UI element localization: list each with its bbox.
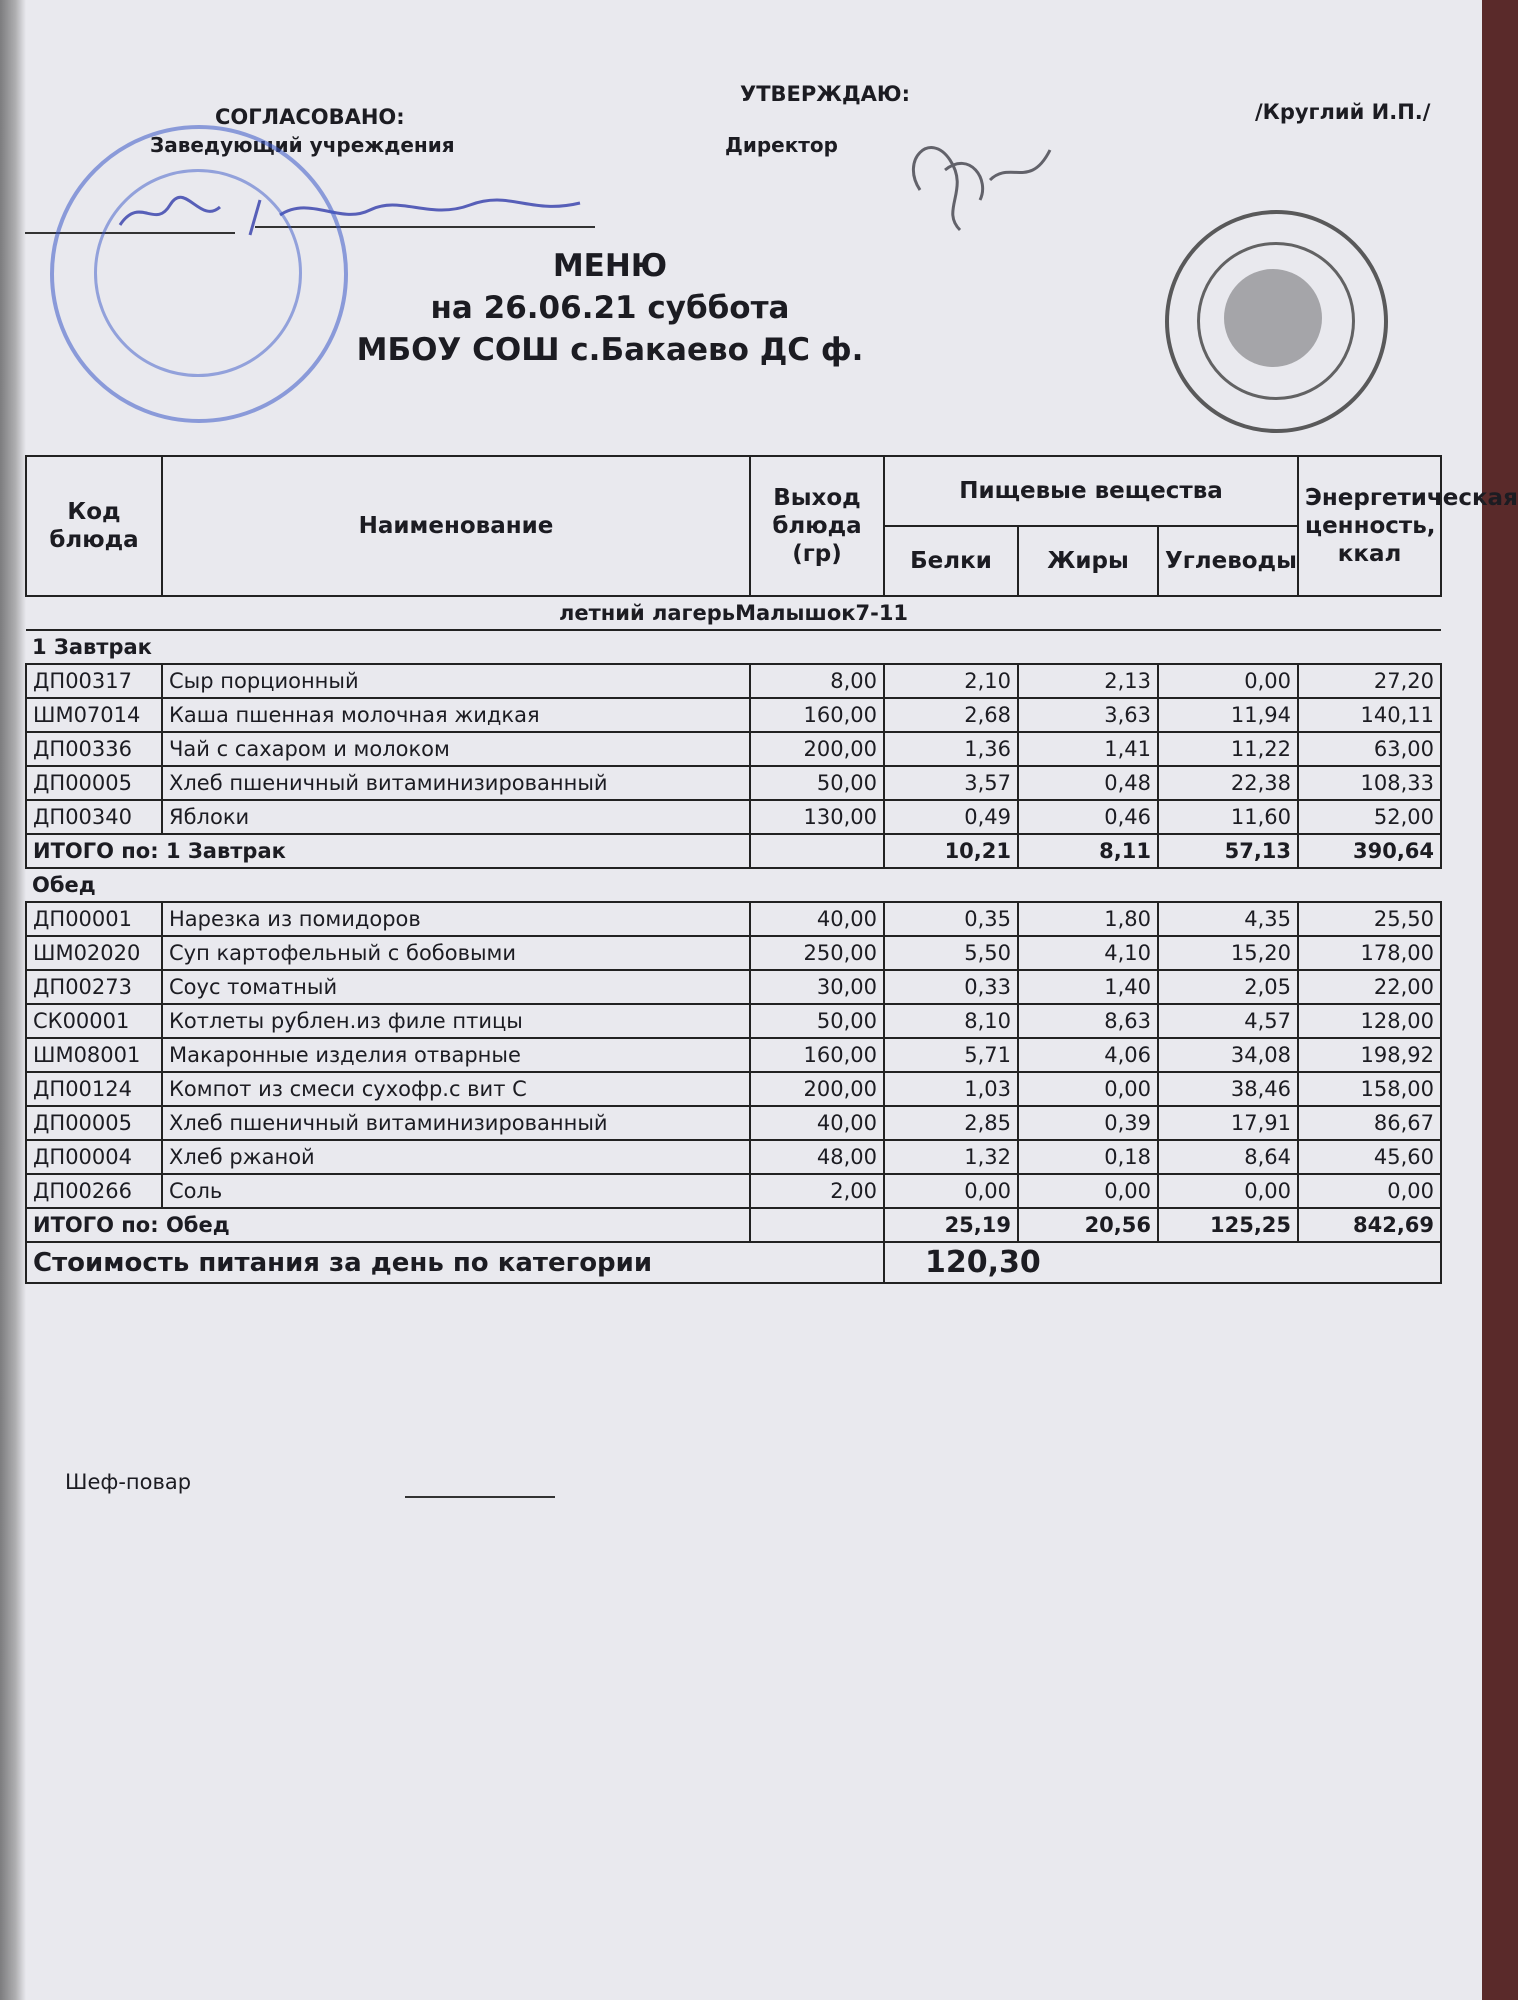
title-line-2: на 26.06.21 суббота — [430, 290, 790, 326]
cell-protein: 0,00 — [884, 1174, 1018, 1208]
header-protein: Белки — [884, 526, 1018, 596]
cell-code: ШМ02020 — [26, 936, 162, 970]
cell-name: Яблоки — [162, 800, 750, 834]
camp-label: летний лагерьМалышок7-11 — [26, 596, 1441, 630]
cell-output: 50,00 — [750, 1004, 884, 1038]
table-row — [26, 1174, 1441, 1208]
cell-code: ДП00266 — [26, 1174, 162, 1208]
cell-energy: 108,33 — [1298, 766, 1441, 800]
header-carbs: Углеводы — [1158, 526, 1298, 596]
header-nutrients: Пищевые вещества — [884, 456, 1298, 526]
cell-energy: 158,00 — [1298, 1072, 1441, 1106]
cell-output: 160,00 — [750, 1038, 884, 1072]
cell-code: ДП00001 — [26, 902, 162, 936]
cell-fat: 0,39 — [1018, 1106, 1158, 1140]
cell-energy: 86,67 — [1298, 1106, 1441, 1140]
chef-signature-line — [405, 1496, 555, 1498]
document-title — [330, 245, 890, 371]
cell-name: Суп картофельный с бобовыми — [162, 936, 750, 970]
total-energy: 390,64 — [1298, 834, 1441, 868]
cell-carbs: 0,00 — [1158, 1174, 1298, 1208]
cell-output: 40,00 — [750, 902, 884, 936]
cell-fat: 0,48 — [1018, 766, 1158, 800]
cell-name: Котлеты рублен.из филе птицы — [162, 1004, 750, 1038]
cell-protein: 1,32 — [884, 1140, 1018, 1174]
cell-output: 130,00 — [750, 800, 884, 834]
agreed-position: Заведующий учреждения — [150, 133, 455, 157]
cell-name: Сыр порционный — [162, 664, 750, 698]
cell-carbs: 22,38 — [1158, 766, 1298, 800]
cell-output: 8,00 — [750, 664, 884, 698]
total-row — [26, 1208, 1441, 1242]
cell-energy: 27,20 — [1298, 664, 1441, 698]
cell-protein: 1,36 — [884, 732, 1018, 766]
cell-name: Соль — [162, 1174, 750, 1208]
section-row — [26, 630, 1441, 664]
cell-output: 2,00 — [750, 1174, 884, 1208]
cell-protein: 0,49 — [884, 800, 1018, 834]
cell-fat: 0,00 — [1018, 1072, 1158, 1106]
cell-carbs: 11,60 — [1158, 800, 1298, 834]
cell-output: 30,00 — [750, 970, 884, 1004]
cell-name: Соус томатный — [162, 970, 750, 1004]
total-output-empty — [750, 1208, 884, 1242]
approve-position: Директор — [725, 133, 838, 157]
title-line-1: МЕНЮ — [552, 248, 668, 284]
cell-fat: 4,06 — [1018, 1038, 1158, 1072]
table-row — [26, 698, 1441, 732]
cell-code: ШМ08001 — [26, 1038, 162, 1072]
cell-protein: 5,71 — [884, 1038, 1018, 1072]
cell-output: 40,00 — [750, 1106, 884, 1140]
section-row — [26, 868, 1441, 902]
total-carbs: 125,25 — [1158, 1208, 1298, 1242]
cell-carbs: 8,64 — [1158, 1140, 1298, 1174]
menu-table — [25, 455, 1518, 1284]
section-title: 1 Завтрак — [26, 630, 1441, 664]
section-title: Обед — [26, 868, 1441, 902]
cost-label: Стоимость питания за день по категории — [26, 1242, 884, 1283]
header-fat: Жиры — [1018, 526, 1158, 596]
cell-name: Компот из смеси сухофр.с вит С — [162, 1072, 750, 1106]
table-row — [26, 800, 1441, 834]
cell-output: 250,00 — [750, 936, 884, 970]
total-row — [26, 834, 1441, 868]
cell-carbs: 4,57 — [1158, 1004, 1298, 1038]
cell-protein: 5,50 — [884, 936, 1018, 970]
cell-output: 200,00 — [750, 1072, 884, 1106]
table-row — [26, 732, 1441, 766]
cell-fat: 1,41 — [1018, 732, 1158, 766]
total-protein: 10,21 — [884, 834, 1018, 868]
header-output: Выход блюда (гр) — [750, 456, 884, 596]
institution-stamp — [50, 125, 348, 423]
cell-fat: 1,40 — [1018, 970, 1158, 1004]
cell-carbs: 4,35 — [1158, 902, 1298, 936]
table-row — [26, 902, 1441, 936]
cell-protein: 8,10 — [884, 1004, 1018, 1038]
table-row — [26, 1038, 1441, 1072]
chef-label: Шеф-повар — [65, 1470, 192, 1494]
cell-code: СК00001 — [26, 1004, 162, 1038]
cell-protein: 3,57 — [884, 766, 1018, 800]
total-output-empty — [750, 834, 884, 868]
cell-energy: 178,00 — [1298, 936, 1441, 970]
scan-edge-shadow — [0, 0, 26, 2000]
cell-name: Хлеб пшеничный витаминизированный — [162, 766, 750, 800]
cell-carbs: 11,94 — [1158, 698, 1298, 732]
cell-name: Каша пшенная молочная жидкая — [162, 698, 750, 732]
cost-row — [26, 1242, 1441, 1283]
cell-fat: 0,46 — [1018, 800, 1158, 834]
cell-protein: 2,85 — [884, 1106, 1018, 1140]
cell-energy: 22,00 — [1298, 970, 1441, 1004]
total-fat: 20,56 — [1018, 1208, 1158, 1242]
cell-energy: 52,00 — [1298, 800, 1441, 834]
cell-fat: 0,18 — [1018, 1140, 1158, 1174]
cell-output: 160,00 — [750, 698, 884, 732]
cell-protein: 2,68 — [884, 698, 1018, 732]
table-row — [26, 766, 1441, 800]
table-row — [26, 1004, 1441, 1038]
cell-carbs: 11,22 — [1158, 732, 1298, 766]
agreed-label: СОГЛАСОВАНО: — [215, 105, 405, 129]
menu-table-body — [26, 596, 1441, 1242]
cell-fat: 1,80 — [1018, 902, 1158, 936]
table-row — [26, 970, 1441, 1004]
cell-energy: 128,00 — [1298, 1004, 1441, 1038]
cell-carbs: 17,91 — [1158, 1106, 1298, 1140]
approve-label: УТВЕРЖДАЮ: — [740, 82, 910, 106]
cell-code: ДП00124 — [26, 1072, 162, 1106]
total-energy: 842,69 — [1298, 1208, 1441, 1242]
cell-output: 200,00 — [750, 732, 884, 766]
cell-fat: 2,13 — [1018, 664, 1158, 698]
cell-code: ШМ07014 — [26, 698, 162, 732]
director-name: /Круглий И.П./ — [1255, 100, 1431, 124]
total-carbs: 57,13 — [1158, 834, 1298, 868]
table-row — [26, 1072, 1441, 1106]
cell-code: ДП00005 — [26, 766, 162, 800]
cell-fat: 4,10 — [1018, 936, 1158, 970]
header-code: Код блюда — [26, 456, 162, 596]
total-label: ИТОГО по: 1 Завтрак — [26, 834, 750, 868]
table-row — [26, 1106, 1441, 1140]
cell-carbs: 38,46 — [1158, 1072, 1298, 1106]
total-label: ИТОГО по: Обед — [26, 1208, 750, 1242]
cell-energy: 198,92 — [1298, 1038, 1441, 1072]
director-handwritten-signature — [890, 120, 1070, 240]
title-line-3: МБОУ СОШ с.Бакаево ДС ф. — [356, 332, 864, 368]
cell-energy: 45,60 — [1298, 1140, 1441, 1174]
cell-carbs: 0,00 — [1158, 664, 1298, 698]
table-row — [26, 936, 1441, 970]
cell-code: ДП00004 — [26, 1140, 162, 1174]
cell-name: Хлеб ржаной — [162, 1140, 750, 1174]
cell-name: Макаронные изделия отварные — [162, 1038, 750, 1072]
cell-fat: 3,63 — [1018, 698, 1158, 732]
cell-name: Хлеб пшеничный витаминизированный — [162, 1106, 750, 1140]
cell-output: 48,00 — [750, 1140, 884, 1174]
header-name: Наименование — [162, 456, 750, 596]
cell-name: Чай с сахаром и молоком — [162, 732, 750, 766]
total-protein: 25,19 — [884, 1208, 1018, 1242]
cell-protein: 2,10 — [884, 664, 1018, 698]
cell-carbs: 15,20 — [1158, 936, 1298, 970]
cell-code: ДП00336 — [26, 732, 162, 766]
cell-name: Нарезка из помидоров — [162, 902, 750, 936]
cell-code: ДП00340 — [26, 800, 162, 834]
total-fat: 8,11 — [1018, 834, 1158, 868]
cell-energy: 63,00 — [1298, 732, 1441, 766]
cell-fat: 0,00 — [1018, 1174, 1158, 1208]
cell-code: ДП00317 — [26, 664, 162, 698]
header-energy: Энергетическая ценность, ккал — [1298, 456, 1441, 596]
cell-code: ДП00273 — [26, 970, 162, 1004]
cell-energy: 0,00 — [1298, 1174, 1441, 1208]
cell-carbs: 2,05 — [1158, 970, 1298, 1004]
cell-protein: 0,33 — [884, 970, 1018, 1004]
cell-protein: 0,35 — [884, 902, 1018, 936]
official-seal — [1165, 210, 1388, 433]
table-row — [26, 1140, 1441, 1174]
table-row — [26, 664, 1441, 698]
cell-protein: 1,03 — [884, 1072, 1018, 1106]
cell-carbs: 34,08 — [1158, 1038, 1298, 1072]
cell-code: ДП00005 — [26, 1106, 162, 1140]
cell-energy: 25,50 — [1298, 902, 1441, 936]
cost-value: 120,30 — [884, 1242, 1441, 1283]
cell-fat: 8,63 — [1018, 1004, 1158, 1038]
cell-output: 50,00 — [750, 766, 884, 800]
cell-energy: 140,11 — [1298, 698, 1441, 732]
